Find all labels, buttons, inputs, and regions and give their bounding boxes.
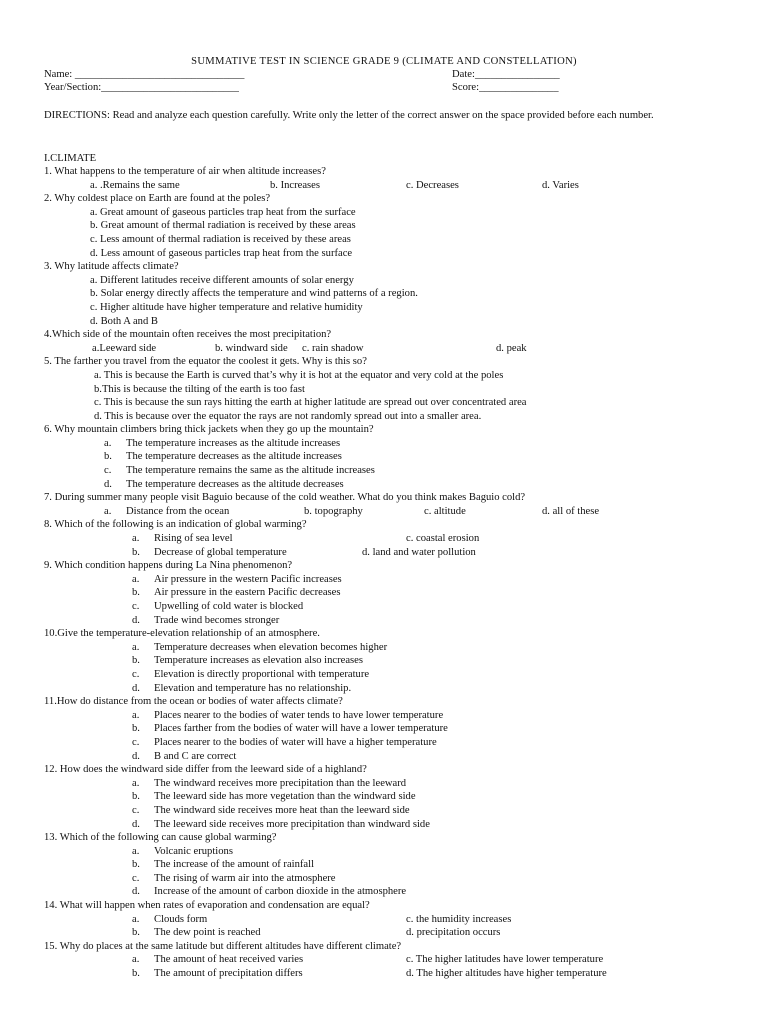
answer-option [104, 478, 744, 492]
question-text: 6. Why mountain climbers bring thick jackets when they go up the mountain? [44, 424, 374, 436]
question-text: 15. Why do places at the same latitude but different altitudes have different climate? [44, 940, 402, 952]
option-text: The temperature decreases as the altitude increases [126, 451, 342, 463]
year-section-field: Year/Section:__________________________ [44, 82, 239, 93]
answer-option [132, 709, 744, 723]
question-text: 5. The farther you travel from the equator the coolest it gets. Why is this so? [44, 356, 367, 368]
option-letter: c. [132, 804, 140, 816]
question-item [44, 940, 744, 981]
question-text: 3. Why latitude affects climate? [44, 261, 179, 273]
answer-option [132, 736, 744, 750]
answer-option: a. [104, 505, 112, 517]
answer-option [132, 858, 744, 872]
answer-option: c. Less amount of thermal radiation is received by these areas [90, 233, 351, 245]
question-item [44, 260, 744, 328]
option-text: Places farther from the bodies of water will have a lower temperature [154, 723, 448, 735]
answer-option [132, 614, 744, 628]
option-letter: d. [132, 750, 140, 762]
option-text: Upwelling of cold water is blocked [154, 601, 304, 612]
answer-option: Distance from the ocean [126, 505, 230, 517]
option-text: Air pressure in the eastern Pacific decreases [154, 587, 341, 599]
option-text: Air pressure in the western Pacific increases [154, 573, 342, 585]
option-text: The temperature decreases as the altitude decreases [126, 478, 344, 490]
option-text: Increase of the amount of carbon dioxide in the atmosphere [154, 886, 407, 898]
answer-option: a. [132, 533, 140, 545]
question-item [44, 518, 744, 559]
question-item [44, 763, 744, 831]
answer-option: d. Both A and B [90, 315, 158, 327]
answer-option: b. [132, 968, 140, 980]
question-text: 8. Which of the following is an indication of global warming? [44, 519, 307, 531]
question-text: 9. Which condition happens during La Nina phenomenon? [44, 560, 293, 572]
answer-option: The dew point is reached [154, 927, 261, 939]
option-text: The temperature increases as the altitude increases [126, 437, 341, 449]
option-letter: b. [132, 723, 140, 735]
question-text: 11.How do distance from the ocean or bodies of water affects climate? [44, 696, 343, 708]
section-title: I.CLIMATE [44, 153, 97, 164]
option-letter: d. [132, 886, 140, 898]
option-text: The leeward side receives more precipitation than windward side [154, 818, 430, 830]
option-text: Elevation and temperature has no relationship. [154, 682, 352, 694]
answer-option [132, 804, 744, 818]
option-text: Temperature increases as elevation also increases [154, 655, 363, 667]
answer-option [132, 600, 744, 614]
answer-option: d. precipitation occurs [406, 927, 501, 939]
option-letter: c. [104, 465, 112, 477]
option-letter: c. [132, 601, 140, 612]
answer-option [132, 750, 744, 764]
answer-option: b. [132, 927, 140, 939]
option-letter: b. [104, 451, 112, 463]
option-text: Volcanic eruptions [154, 845, 233, 857]
answer-option: d. Varies [542, 179, 579, 191]
option-letter: c. [132, 668, 140, 680]
answer-option: c. rain shadow [302, 342, 364, 354]
option-text: B and C are correct [154, 750, 237, 762]
answer-options-row [44, 926, 744, 940]
page-title: SUMMATIVE TEST IN SCIENCE GRADE 9 (CLIMATE AND CONSTELLATION) [191, 56, 577, 67]
answer-option [132, 872, 744, 886]
answer-option: c. This is because the sun rays hitting the earth at higher latitude are spread out over concentrated area [94, 397, 527, 409]
question-item [44, 831, 744, 899]
answer-options-row [44, 913, 744, 927]
answer-option: c. coastal erosion [406, 533, 480, 545]
name-field: Name: ________________________________ [44, 69, 245, 80]
directions-text: DIRECTIONS: Read and analyze each question carefully. Write only the letter of the correct answer on the space provided before each number. [44, 110, 654, 121]
option-letter: a. [132, 845, 140, 857]
question-item [44, 165, 744, 192]
answer-option [132, 818, 744, 832]
question-item [44, 192, 744, 260]
option-letter: d. [104, 478, 112, 490]
answer-option: b.This is because the tilting of the earth is too fast [94, 383, 305, 395]
option-letter: a. [132, 573, 140, 585]
option-letter: a. [132, 641, 140, 653]
answer-option [132, 722, 744, 736]
question-text: 14. What will happen when rates of evaporation and condensation are equal? [44, 900, 370, 912]
question-item [44, 491, 744, 518]
answer-option [132, 885, 744, 899]
answer-option: b. Solar energy directly affects the temperature and wind patterns of a region. [90, 288, 418, 300]
option-letter: b. [132, 791, 140, 803]
option-text: The temperature remains the same as the altitude increases [126, 465, 375, 477]
answer-option [132, 573, 744, 587]
answer-option: b. windward side [215, 342, 288, 354]
answer-option: a. Great amount of gaseous particles trap heat from the surface [90, 206, 356, 218]
question-text: 13. Which of the following can cause global warming? [44, 832, 277, 844]
option-letter: d. [132, 818, 140, 830]
option-letter: a. [132, 709, 140, 721]
answer-option: a. .Remains the same [90, 179, 180, 191]
option-letter: b. [132, 587, 140, 599]
option-text: The rising of warm air into the atmosphere [154, 872, 336, 884]
answer-options-row [44, 505, 744, 519]
answer-option: d. peak [496, 342, 527, 354]
answer-option: d. land and water pollution [362, 546, 476, 558]
option-text: Places nearer to the bodies of water will have a higher temperature [154, 736, 437, 748]
answer-option: d. Less amount of gaseous particles trap heat from the surface [90, 247, 353, 259]
answer-option: c. Decreases [406, 179, 459, 191]
option-text: The increase of the amount of rainfall [154, 859, 315, 871]
answer-option: d. This is because over the equator the rays are not randomly spread out into a smaller area. [94, 410, 482, 422]
answer-options-row [44, 532, 744, 546]
question-text: 2. Why coldest place on Earth are found at the poles? [44, 193, 271, 205]
option-text: Elevation is directly proportional with temperature [154, 668, 370, 680]
answer-options-row [44, 546, 744, 560]
option-text: Trade wind becomes stronger [154, 614, 280, 626]
answer-option: d. all of these [542, 505, 600, 517]
answer-option [132, 845, 744, 859]
answer-option: The amount of heat received varies [154, 954, 304, 966]
option-letter: d. [132, 682, 140, 694]
question-text: 10.Give the temperature-elevation relationship of an atmosphere. [44, 628, 320, 640]
answer-option [132, 682, 744, 696]
answer-option: b. [132, 546, 140, 558]
question-text: 4.Which side of the mountain often receives the most precipitation? [44, 329, 332, 341]
answer-option [132, 790, 744, 804]
answer-option: b. Great amount of thermal radiation is received by these areas [90, 220, 356, 232]
answer-option: Decrease of global temperature [154, 546, 287, 558]
answer-option: a. [132, 913, 140, 925]
answer-option: b. Increases [270, 179, 320, 191]
question-item [44, 559, 744, 627]
answer-option [132, 777, 744, 791]
answer-option [132, 586, 744, 600]
option-letter: a. [132, 777, 140, 789]
answer-option: c. the humidity increases [406, 913, 512, 925]
answer-option [104, 450, 744, 464]
answer-option: c. Higher altitude have higher temperature and relative humidity [90, 301, 363, 313]
answer-option [104, 437, 744, 451]
answer-option: Rising of sea level [154, 533, 233, 545]
option-text: The windward side receives more heat than the leeward side [154, 804, 410, 816]
option-text: Temperature decreases when elevation becomes higher [154, 641, 388, 653]
option-letter: c. [132, 736, 140, 748]
answer-option: Clouds form [154, 913, 208, 925]
option-text: The windward receives more precipitation than the leeward [154, 777, 407, 789]
question-item [44, 328, 744, 355]
option-text: The leeward side has more vegetation than the windward side [154, 791, 416, 803]
answer-options-row [44, 967, 744, 981]
answer-options-row [44, 179, 744, 193]
answer-option: c. The higher latitudes have lower temperature [406, 954, 604, 966]
question-text: 1. What happens to the temperature of air when altitude increases? [44, 166, 326, 177]
answer-option: b. topography [304, 505, 363, 517]
answer-option [104, 464, 744, 478]
option-letter: c. [132, 872, 140, 884]
date-field: Date:________________ [452, 69, 560, 80]
answer-options-row [44, 953, 744, 967]
answer-option: d. The higher altitudes have higher temperature [406, 968, 607, 980]
option-letter: d. [132, 614, 140, 626]
answer-option [132, 654, 744, 668]
answer-option: a. Different latitudes receive different amounts of solar energy [90, 274, 354, 286]
answer-options-row [44, 342, 744, 356]
answer-option [132, 668, 744, 682]
question-item [44, 423, 744, 491]
answer-option: a. [132, 954, 140, 966]
answer-option [132, 641, 744, 655]
question-item [44, 627, 744, 695]
question-item [44, 695, 744, 763]
question-text: 7. During summer many people visit Baguio because of the cold weather. What do you think makes Baguio cold? [44, 492, 526, 504]
score-field: Score:_______________ [452, 82, 559, 93]
option-text: Places nearer to the bodies of water tends to have lower temperature [154, 709, 444, 721]
question-text: 12. How does the windward side differ from the leeward side of a highland? [44, 764, 367, 776]
option-letter: a. [104, 437, 112, 449]
question-item [44, 355, 744, 423]
option-letter: b. [132, 655, 140, 667]
question-item [44, 899, 744, 940]
answer-option: a. This is because the Earth is curved that’s why it is hot at the equator and very cold at the poles [94, 369, 504, 381]
option-letter: b. [132, 859, 140, 871]
answer-option: The amount of precipitation differs [154, 968, 303, 980]
answer-option: a.Leeward side [92, 342, 157, 354]
answer-option: c. altitude [424, 505, 466, 517]
question-list [44, 165, 744, 981]
